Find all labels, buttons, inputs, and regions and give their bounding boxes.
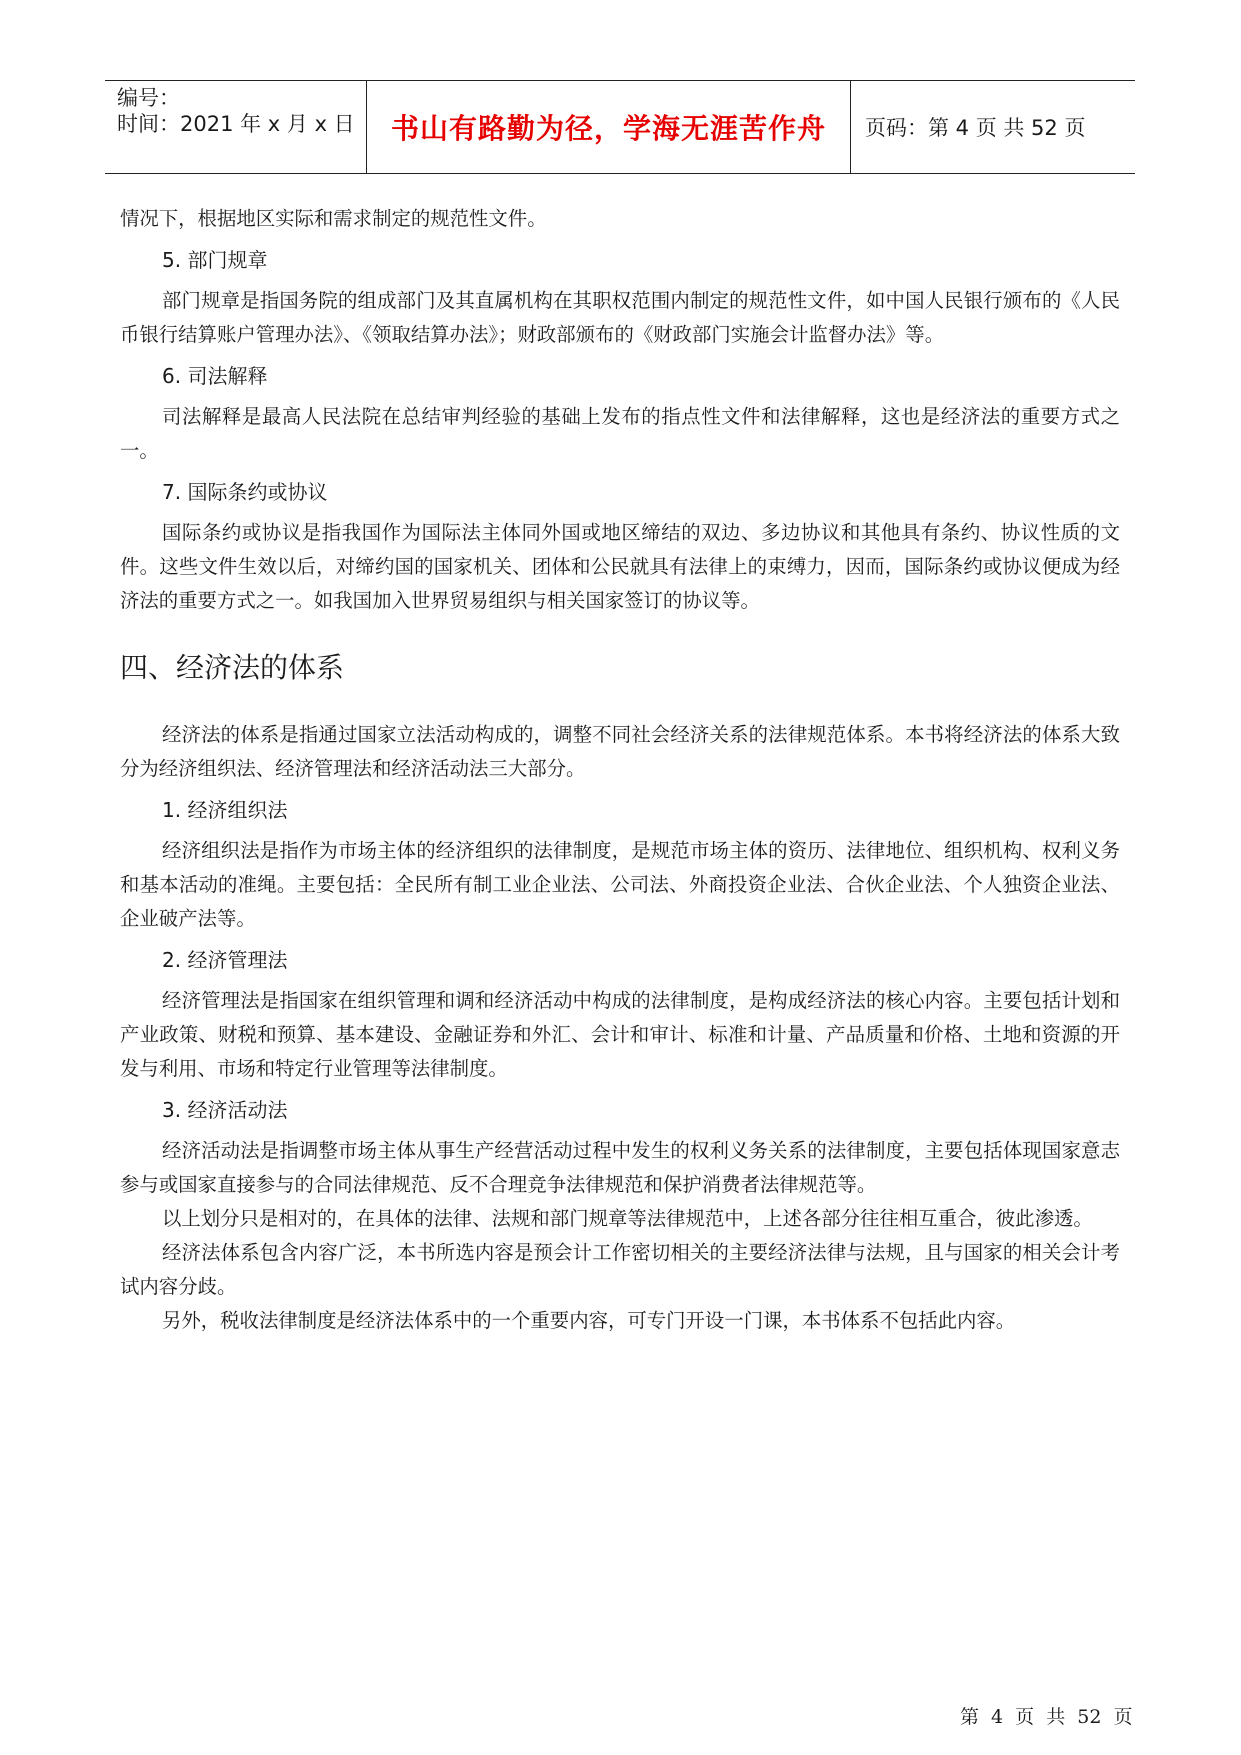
sub1-heading: 1. 经济组织法 xyxy=(162,798,288,822)
item7-paragraph: 国际条约或协议是指我国作为国际法主体同外国或地区缔结的双边、多边协议和其他具有条约、协议性质的文件。这些文件生效以后，对缔约国的国家机关、团体和公民就具有法律上的束缚力，因而，国际条约或协议便成为经济法的重要方式之一。如我国加入世界贸易组织与相关国家签订的协议等。 xyxy=(120,521,1120,612)
sub2-heading: 2. 经济管理法 xyxy=(162,948,288,972)
header-motto: 书山有路勤为径，学海无涯苦作舟 xyxy=(367,81,851,173)
sub1-paragraph: 经济组织法是指作为市场主体的经济组织的法律制度，是规范市场主体的资历、法律地位、组织机构、权利义务和基本活动的准绳。主要包括：全民所有制工业企业法、公司法、外商投资企业法、合伙企业法、个人独资企业法、企业破产法等。 xyxy=(120,839,1120,930)
closing-paragraph-3: 另外，税收法律制度是经济法体系中的一个重要内容，可专门开设一门课，本书体系不包括此内容。 xyxy=(162,1309,1016,1332)
sub3-heading: 3. 经济活动法 xyxy=(162,1098,288,1122)
item6-heading: 6. 司法解释 xyxy=(162,364,268,388)
item5-paragraph: 部门规章是指国务院的组成部门及其直属机构在其职权范围内制定的规范性文件，如中国人民银行颁布的《人民币银行结算账户管理办法》、《领取结算办法》；财政部颁布的《财政部门实施会计监督办法》等。 xyxy=(120,289,1120,346)
section4-intro: 经济法的体系是指通过国家立法活动构成的，调整不同社会经济关系的法律规范体系。本书将经济法的体系大致分为经济组织法、经济管理法和经济活动法三大部分。 xyxy=(120,723,1120,780)
intro-fragment: 情况下，根据地区实际和需求制定的规范性文件。 xyxy=(120,207,547,230)
closing-paragraph-1: 以上划分只是相对的，在具体的法律、法规和部门规章等法律规范中，上述各部分往往相互重合，彼此渗透。 xyxy=(162,1207,1093,1230)
sub2-paragraph: 经济管理法是指国家在组织管理和调和经济活动中构成的法律制度，是构成经济法的核心内容。主要包括计划和产业政策、财税和预算、基本建设、金融证券和外汇、会计和审计、标准和计量、产品质量和价格、土地和资源的开发与利用、市场和特定行业管理等法律制度。 xyxy=(120,989,1120,1080)
document-time-label: 时间：2021 年 x 月 x 日 xyxy=(117,112,355,136)
sub3-paragraph: 经济活动法是指调整市场主体从事生产经营活动过程中发生的权利义务关系的法律制度，主要包括体现国家意志参与或国家直接参与的合同法律规范、反不合理竞争法律规范和保护消费者法律规范等。 xyxy=(120,1139,1120,1196)
document-body xyxy=(120,202,1120,1338)
page-header xyxy=(105,80,1135,174)
item5-heading: 5. 部门规章 xyxy=(162,248,268,272)
section4-title: 四、经济法的体系 xyxy=(120,651,345,684)
item7-heading: 7. 国际条约或协议 xyxy=(162,480,328,504)
item6-paragraph: 司法解释是最高人民法院在总结审判经验的基础上发布的指点性文件和法律解释，这也是经济法的重要方式之一。 xyxy=(120,405,1120,462)
header-page-info: 页码：第 4 页 共 52 页 xyxy=(865,116,1086,140)
header-meta xyxy=(105,81,367,173)
document-number-label: 编号： xyxy=(117,86,180,110)
page-footer: 第 4 页 共 52 页 xyxy=(960,1706,1133,1728)
closing-paragraph-2: 经济法体系包含内容广泛，本书所选内容是预会计工作密切相关的主要经济法律与法规，且与国家的相关会计考试内容分歧。 xyxy=(120,1241,1120,1298)
